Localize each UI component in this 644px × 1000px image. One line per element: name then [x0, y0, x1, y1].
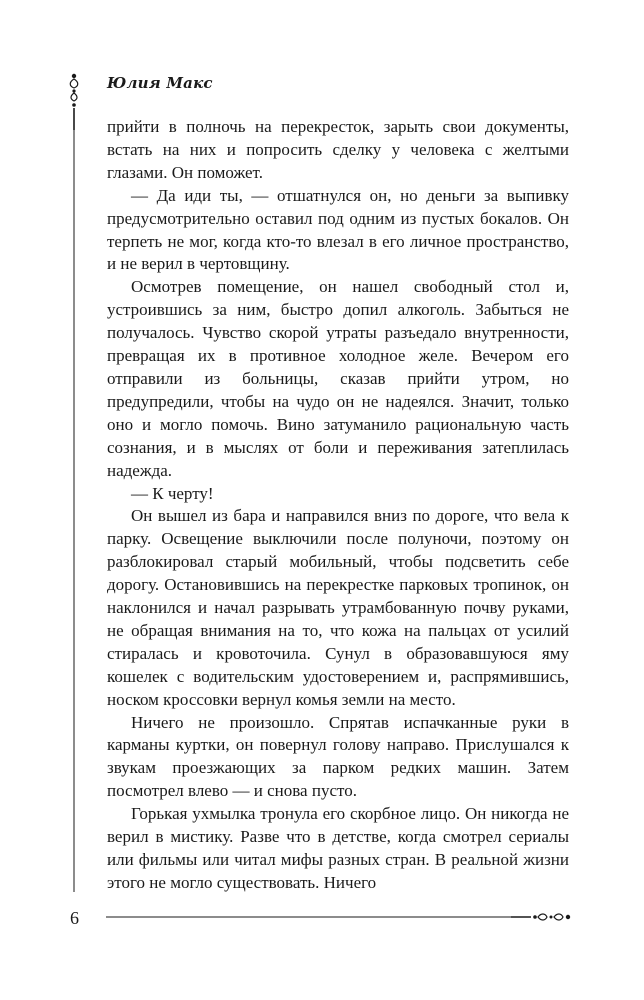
running-head-author: Юлия Макс — [107, 74, 213, 92]
paragraph: Он вышел из бара и направился вниз по дороге, что вела к парку. Освещение выключили после полуночи, поэтому он разблокировал старый мобильный, чтобы подсветить себе дорогу. Остановившись на перекрестке парковых тропинок, он наклонился и начал разрывать утрамбованную почву руками, не обращая внимания на то, что кожа на пальцах от усилий стиралась и кровоточила. Сунул в образовавшуюся яму кошелек с водительским удостоверением и, распрямившись, носком кроссовки вернул комья земли на место. — [107, 506, 569, 709]
paragraph: прийти в полночь на перекресток, зарыть свои документы, встать на них и попросить сделку у человека с желтыми глазами. Он поможет. — [107, 117, 569, 182]
page-number: 6 — [70, 908, 79, 928]
paragraph: — К черту! — [131, 483, 214, 503]
paragraph: Горькая ухмылка тронула его скорбное лицо. Он никогда не верил в мистику. Разве что в детстве, когда смотрел сериалы или фильмы или читал мифы разных стран. В реальной жизни этого не могло существовать. Ничего — [107, 804, 569, 892]
paragraph: Осмотрев помещение, он нашел свободный стол и, устроившись за ним, быстро допил алкоголь. Забыться не получалось. Чувство скорой утраты разъедало внутренности, превращая их в противное холодное желе. Вечером его отправили из больницы, сказав прийти утром, но предупредили, чтобы на чудо он не надеялся. Значит, только оно и могло помочь. Вино затуманило рациональную часть сознания, и в мыслях от боли и переживания затеплилась надежда. — [107, 277, 569, 480]
paragraph: Ничего не произошло. Спрятав испачканные руки в карманы куртки, он повернул голову направо. Прислушался к звукам проезжающих за парком редких машин. Затем посмотрел влево — и снова пусто. — [107, 712, 569, 801]
paragraph: — Да иди ты, — отшатнулся он, но деньги за выпивку предусмотрительно оставил под одним из пустых бокалов. Он терпеть не мог, когда кто-то влезал в его личное пространство, и не верил в чертовщину. — [107, 185, 569, 274]
vertical-ornament-rule — [64, 72, 84, 892]
page-body-text — [107, 116, 569, 895]
footer-ornament-rule — [106, 908, 580, 926]
